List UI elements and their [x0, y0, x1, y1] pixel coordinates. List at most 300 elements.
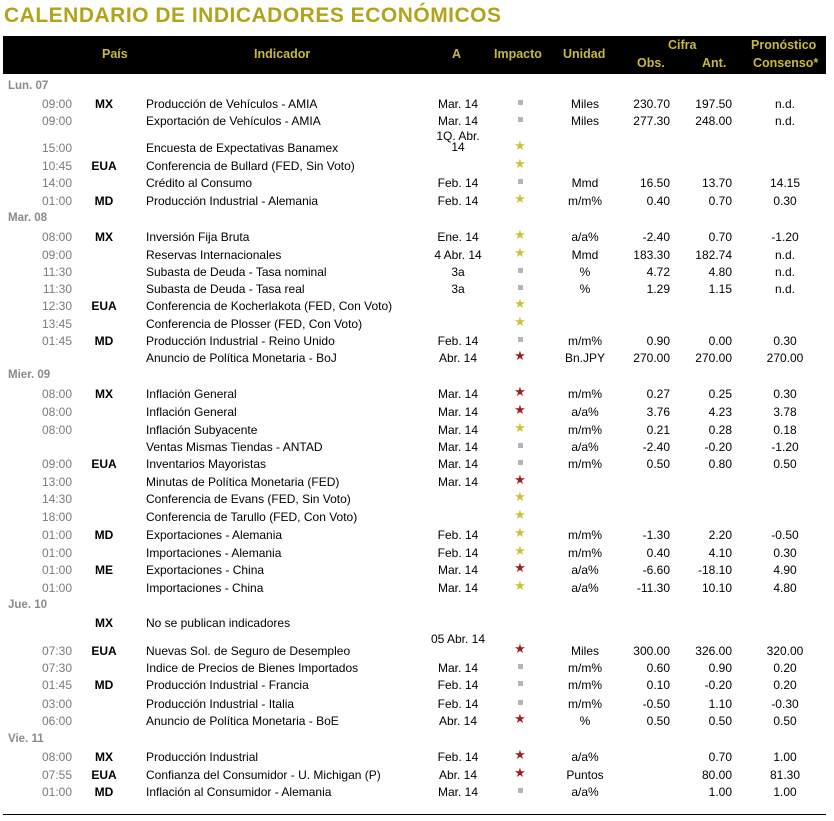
row-unit: Miles — [570, 644, 599, 658]
row-unit: Mmd — [571, 176, 599, 190]
row-impact — [506, 384, 534, 400]
row-period: Feb. 14 — [437, 528, 479, 542]
row-observed: -0.50 — [642, 697, 670, 711]
row-unit: Mmd — [571, 248, 599, 262]
row-indicator: Indice de Precios de Bienes Importados — [146, 661, 359, 675]
row-observed: 277.30 — [633, 114, 670, 128]
low-impact-square-icon — [518, 443, 523, 448]
row-consensus: 0.50 — [773, 457, 797, 471]
medium-impact-star-icon: ★ — [514, 420, 526, 435]
row-time: 01:00 — [41, 563, 72, 577]
row-consensus: 270.00 — [766, 351, 804, 365]
row-period: Abr. 14 — [438, 768, 478, 782]
row-observed: 0.10 — [646, 678, 670, 692]
row-impact — [506, 111, 534, 125]
table-row — [0, 544, 834, 560]
row-indicator: No se publican indicadores — [146, 616, 291, 630]
row-indicator: Exportación de Vehículos - AMIA — [146, 114, 321, 128]
row-observed: -6.60 — [642, 563, 670, 577]
row-indicator: Minutas de Política Monetaria (FED) — [146, 475, 340, 489]
row-impact — [506, 138, 534, 154]
row-indicator: Conferencia de Plosser (FED, Con Voto) — [146, 317, 363, 331]
table-row — [0, 490, 834, 506]
row-time: 08:00 — [41, 405, 72, 419]
row-indicator: Subasta de Deuda - Tasa nominal — [146, 265, 327, 279]
row-unit: a/a% — [571, 440, 599, 454]
table-row — [0, 614, 834, 630]
row-period: Mar. 14 — [437, 785, 479, 799]
row-impact — [506, 543, 534, 559]
row-consensus: 4.80 — [773, 581, 797, 595]
bottom-rule — [3, 814, 826, 815]
row-impact — [506, 525, 534, 541]
row-previous: 4.23 — [708, 405, 732, 419]
row-impact — [506, 560, 534, 576]
high-impact-star-icon: ★ — [514, 747, 526, 762]
row-previous: 0.70 — [708, 194, 732, 208]
row-impact — [506, 331, 534, 345]
row-previous: 80.00 — [701, 768, 732, 782]
row-consensus: 3.78 — [773, 405, 797, 419]
row-country: ME — [95, 563, 113, 577]
day-label: Vie. 11 — [8, 733, 44, 745]
row-previous: -0.20 — [704, 678, 732, 692]
row-previous: -18.10 — [697, 563, 732, 577]
row-time: 11:30 — [42, 265, 72, 279]
header-a: A — [452, 47, 462, 61]
row-indicator: Producción Industrial - Alemania — [146, 194, 319, 208]
row-indicator: Producción Industrial - Italia — [146, 697, 295, 711]
table-row — [0, 403, 834, 419]
table-row — [0, 228, 834, 244]
row-indicator: Conferencia de Kocherlakota (FED, Con Voto) — [146, 299, 393, 313]
row-impact — [506, 348, 534, 364]
row-time: 12:30 — [41, 299, 72, 313]
row-impact — [506, 694, 534, 708]
header-ant: Ant. — [702, 56, 727, 70]
medium-impact-star-icon: ★ — [514, 138, 526, 153]
row-observed: 0.21 — [646, 423, 670, 437]
row-consensus: 0.18 — [773, 423, 797, 437]
table-row — [0, 385, 834, 401]
row-time: 09:00 — [41, 97, 72, 111]
row-previous: 0.28 — [708, 423, 732, 437]
row-period: Mar. 14 — [437, 440, 479, 454]
row-consensus: 0.30 — [773, 334, 797, 348]
row-indicator: Producción Industrial — [146, 750, 259, 764]
row-period: Mar. 14 — [437, 387, 479, 401]
row-period: Mar. 14 — [437, 475, 479, 489]
row-consensus: 81.30 — [769, 768, 801, 782]
row-observed: 1.29 — [646, 282, 670, 296]
day-label: Mier. 09 — [8, 369, 51, 381]
row-previous: 0.25 — [708, 387, 732, 401]
row-previous: 1.00 — [708, 785, 732, 799]
row-indicator: Inversión Fija Bruta — [146, 230, 250, 244]
table-row — [0, 192, 834, 208]
row-unit: m/m% — [568, 457, 602, 471]
row-impact — [506, 578, 534, 594]
row-previous: 248.00 — [695, 114, 732, 128]
row-time: 18:00 — [41, 510, 72, 524]
row-indicator: Conferencia de Tarullo (FED, Con Voto) — [146, 510, 358, 524]
row-country: MD — [94, 334, 114, 348]
table-row — [0, 766, 834, 782]
row-indicator: Confianza del Consumidor - U. Michigan (P) — [146, 768, 381, 782]
row-indicator: Producción Industrial - Reino Unido — [146, 334, 335, 348]
row-unit: a/a% — [571, 785, 599, 799]
row-consensus: -1.20 — [771, 440, 799, 454]
table-row — [0, 246, 834, 262]
row-previous: 0.80 — [708, 457, 732, 471]
row-period: Abr. 14 — [438, 351, 478, 365]
row-period: Feb. 14 — [437, 750, 479, 764]
high-impact-star-icon: ★ — [514, 402, 526, 417]
day-label: Lun. 07 — [8, 80, 49, 92]
row-previous: 4.80 — [708, 265, 732, 279]
table-row — [0, 712, 834, 728]
row-period: Mar. 14 — [437, 661, 479, 675]
row-consensus: -0.30 — [771, 697, 799, 711]
low-impact-square-icon — [518, 700, 523, 705]
row-unit: a/a% — [571, 230, 599, 244]
row-previous: 1.15 — [708, 282, 732, 296]
row-impact — [506, 402, 534, 418]
row-consensus: 4.90 — [773, 563, 797, 577]
row-unit: Puntos — [566, 768, 604, 782]
medium-impact-star-icon: ★ — [514, 507, 526, 522]
row-impact — [506, 262, 534, 276]
row-time: 09:00 — [41, 457, 72, 471]
row-time: 08:00 — [41, 423, 72, 437]
row-impact — [506, 489, 534, 505]
medium-impact-star-icon: ★ — [514, 314, 526, 329]
row-time: 08:00 — [41, 230, 72, 244]
table-row — [0, 174, 834, 190]
row-impact — [506, 747, 534, 763]
row-observed: 4.72 — [646, 265, 670, 279]
row-consensus: 0.50 — [773, 714, 797, 728]
row-consensus: 14.15 — [769, 176, 801, 190]
row-country: MD — [94, 678, 114, 692]
row-observed: 0.40 — [646, 194, 670, 208]
row-impact — [506, 472, 534, 488]
row-time: 11:30 — [42, 282, 72, 296]
table-row — [0, 157, 834, 173]
medium-impact-star-icon: ★ — [514, 245, 526, 260]
row-previous: 2.20 — [708, 528, 732, 542]
high-impact-star-icon: ★ — [514, 560, 526, 575]
row-indicator: Conferencia de Evans (FED, Sin Voto) — [146, 492, 351, 506]
row-consensus: 0.30 — [773, 387, 797, 401]
table-row — [0, 561, 834, 577]
row-country: MX — [95, 97, 113, 111]
row-country: MD — [94, 785, 114, 799]
table-row — [0, 263, 834, 279]
row-time: 01:00 — [41, 546, 72, 560]
row-indicator: Inflación Subyacente — [146, 423, 258, 437]
row-country: EUA — [91, 299, 117, 313]
header-unidad: Unidad — [563, 47, 606, 61]
row-observed: -1.30 — [642, 528, 670, 542]
row-unit: m/m% — [568, 546, 602, 560]
row-observed: 0.40 — [646, 546, 670, 560]
row-indicator: Inflación General — [146, 405, 237, 419]
row-period: Feb. 14 — [437, 678, 479, 692]
row-impact — [506, 675, 534, 689]
row-country: MD — [94, 528, 114, 542]
row-impact — [506, 279, 534, 293]
page-title: CALENDARIO DE INDICADORES ECONÓMICOS — [4, 4, 502, 27]
row-time: 01:00 — [41, 194, 72, 208]
row-country: MX — [95, 387, 113, 401]
row-time: 06:00 — [41, 714, 72, 728]
row-unit: a/a% — [571, 750, 599, 764]
row-period: Feb. 14 — [437, 176, 479, 190]
row-impact — [506, 658, 534, 672]
row-period: Feb. 14 — [437, 546, 479, 560]
row-period: Feb. 14 — [437, 194, 479, 208]
row-consensus: 0.30 — [773, 194, 797, 208]
row-observed: 270.00 — [633, 351, 670, 365]
row-time: 01:45 — [41, 334, 72, 348]
row-observed: 230.70 — [633, 97, 670, 111]
row-period: Mar. 14 — [437, 563, 479, 577]
row-previous: 0.70 — [708, 230, 732, 244]
row-consensus: n.d. — [774, 265, 795, 279]
row-unit: a/a% — [571, 405, 599, 419]
row-impact — [506, 711, 534, 727]
row-country: EUA — [91, 159, 117, 173]
row-previous: 0.90 — [708, 661, 732, 675]
row-unit: Bn.JPY — [564, 351, 606, 365]
table-row — [0, 579, 834, 595]
row-previous: 10.10 — [701, 581, 732, 595]
row-unit: m/m% — [568, 334, 602, 348]
row-consensus: n.d. — [774, 97, 795, 111]
row-observed: 0.50 — [646, 457, 670, 471]
row-country: EUA — [91, 644, 117, 658]
row-time: 07:55 — [41, 768, 72, 782]
row-previous: 1.10 — [708, 697, 732, 711]
row-impact — [506, 156, 534, 172]
row-previous: 197.50 — [695, 97, 732, 111]
row-unit: a/a% — [571, 563, 599, 577]
row-impact — [506, 191, 534, 207]
row-observed: 0.60 — [646, 661, 670, 675]
row-indicator: Subasta de Deuda - Tasa real — [146, 282, 305, 296]
table-row — [0, 95, 834, 111]
row-indicator: Ventas Mismas Tiendas - ANTAD — [146, 440, 323, 454]
high-impact-star-icon: ★ — [514, 348, 526, 363]
day-label: Jue. 10 — [8, 599, 47, 611]
table-row — [0, 659, 834, 675]
row-period: 1Q. Abr. 14 — [436, 129, 480, 154]
row-country: EUA — [91, 768, 117, 782]
row-period: Mar. 14 — [437, 423, 479, 437]
header-impacto: Impacto — [494, 47, 542, 61]
row-unit: Miles — [570, 97, 599, 111]
header-indicador: Indicador — [254, 47, 311, 61]
row-impact — [506, 296, 534, 312]
row-impact — [506, 765, 534, 781]
table-row — [0, 315, 834, 331]
row-period: 3a — [451, 265, 465, 279]
row-previous: 270.00 — [695, 351, 732, 365]
low-impact-square-icon — [518, 117, 523, 122]
table-row — [0, 421, 834, 437]
row-observed: 0.27 — [646, 387, 670, 401]
row-indicator: Exportaciones - Alemania — [146, 528, 283, 542]
table-row — [0, 695, 834, 711]
row-country: MX — [95, 616, 113, 630]
row-impact — [506, 420, 534, 436]
row-indicator: Conferencia de Bullard (FED, Sin Voto) — [146, 159, 355, 173]
table-row — [0, 349, 834, 365]
row-previous: -0.20 — [704, 440, 732, 454]
row-impact — [506, 437, 534, 451]
row-period: Abr. 14 — [438, 714, 478, 728]
row-previous: 13.70 — [701, 176, 732, 190]
table-row — [0, 129, 834, 155]
table-row — [0, 632, 834, 658]
row-consensus: 1.00 — [773, 785, 797, 799]
medium-impact-star-icon: ★ — [514, 578, 526, 593]
high-impact-star-icon: ★ — [514, 384, 526, 399]
table-row — [0, 280, 834, 296]
header-consenso: Consenso* — [753, 56, 819, 70]
row-observed: 0.50 — [646, 714, 670, 728]
row-period: Mar. 14 — [437, 581, 479, 595]
row-previous: 182.74 — [695, 248, 732, 262]
row-indicator: Producción Industrial - Francia — [146, 678, 309, 692]
row-impact — [506, 454, 534, 468]
low-impact-square-icon — [518, 681, 523, 686]
row-observed: 3.76 — [646, 405, 670, 419]
row-indicator: Reservas Internacionales — [146, 248, 282, 262]
row-unit: m/m% — [568, 423, 602, 437]
row-indicator: Exportaciones - China — [146, 563, 265, 577]
table-row — [0, 526, 834, 542]
low-impact-square-icon — [518, 664, 523, 669]
row-time: 13:00 — [41, 475, 72, 489]
row-time: 08:00 — [41, 387, 72, 401]
row-time: 10:45 — [41, 159, 72, 173]
high-impact-star-icon: ★ — [514, 765, 526, 780]
row-time: 09:00 — [41, 248, 72, 262]
row-time: 14:30 — [41, 492, 72, 506]
row-time: 13:45 — [41, 317, 72, 331]
row-country: MX — [95, 230, 113, 244]
row-observed: -2.40 — [642, 440, 670, 454]
row-impact — [506, 782, 534, 796]
row-unit: Miles — [570, 114, 599, 128]
row-indicator: Anuncio de Política Monetaria - BoE — [146, 714, 339, 728]
row-time: 01:00 — [41, 581, 72, 595]
row-country: EUA — [91, 457, 117, 471]
low-impact-square-icon — [518, 100, 523, 105]
header-obs: Obs. — [637, 56, 665, 70]
header-pais: País — [102, 47, 128, 61]
row-time: 15:00 — [41, 141, 72, 155]
row-impact — [506, 641, 534, 657]
row-time: 01:45 — [41, 678, 72, 692]
row-consensus: -0.50 — [771, 528, 799, 542]
row-time: 07:30 — [41, 644, 72, 658]
row-impact — [506, 94, 534, 108]
row-impact — [506, 314, 534, 330]
row-country: MX — [95, 750, 113, 764]
row-time: 09:00 — [41, 114, 72, 128]
row-indicator: Anuncio de Política Monetaria - BoJ — [146, 351, 337, 365]
row-previous: 0.50 — [708, 714, 732, 728]
row-unit: m/m% — [568, 528, 602, 542]
row-observed: 0.90 — [646, 334, 670, 348]
table-row — [0, 112, 834, 128]
row-unit: % — [579, 714, 591, 728]
row-unit: m/m% — [568, 697, 602, 711]
row-period: Ene. 14 — [437, 230, 479, 244]
low-impact-square-icon — [518, 179, 523, 184]
low-impact-square-icon — [518, 788, 523, 793]
low-impact-square-icon — [518, 460, 523, 465]
row-period: Feb. 14 — [437, 697, 479, 711]
row-impact — [506, 227, 534, 243]
row-time: 03:00 — [41, 697, 72, 711]
row-consensus: 1.00 — [773, 750, 797, 764]
table-row — [0, 748, 834, 764]
row-indicator: Importaciones - Alemania — [146, 546, 282, 560]
row-unit: % — [579, 265, 591, 279]
row-previous: 0.00 — [708, 334, 732, 348]
table-row — [0, 455, 834, 471]
row-period: Mar. 14 — [437, 457, 479, 471]
low-impact-square-icon — [518, 268, 523, 273]
medium-impact-star-icon: ★ — [514, 296, 526, 311]
medium-impact-star-icon: ★ — [514, 525, 526, 540]
day-label: Mar. 08 — [8, 212, 47, 224]
row-observed: 16.50 — [639, 176, 670, 190]
row-indicator: Producción de Vehículos - AMIA — [146, 97, 318, 111]
header-cifra: Cifra — [668, 38, 697, 52]
row-indicator: Encuesta de Expectativas Banamex — [146, 141, 339, 155]
row-consensus: 0.20 — [773, 678, 797, 692]
row-period: 3a — [451, 282, 465, 296]
row-impact — [506, 507, 534, 523]
row-observed: 183.30 — [633, 248, 670, 262]
row-indicator: Importaciones - China — [146, 581, 264, 595]
row-unit: m/m% — [568, 661, 602, 675]
row-indicator: Inflación al Consumidor - Alemania — [146, 785, 332, 799]
row-period: 4 Abr. 14 — [434, 248, 482, 262]
table-row — [0, 508, 834, 524]
table-header — [3, 36, 826, 74]
row-unit: a/a% — [571, 581, 599, 595]
low-impact-square-icon — [518, 337, 523, 342]
row-indicator: Inventarios Mayoristas — [146, 457, 267, 471]
row-indicator: Inflación General — [146, 387, 237, 401]
medium-impact-star-icon: ★ — [514, 543, 526, 558]
row-consensus: -1.20 — [771, 230, 799, 244]
table-row — [0, 332, 834, 348]
row-consensus: n.d. — [774, 114, 795, 128]
table-row — [0, 783, 834, 799]
row-country: MD — [94, 194, 114, 208]
row-time: 14:00 — [41, 176, 72, 190]
row-consensus: 0.30 — [773, 546, 797, 560]
medium-impact-star-icon: ★ — [514, 227, 526, 242]
row-time: 01:00 — [41, 785, 72, 799]
